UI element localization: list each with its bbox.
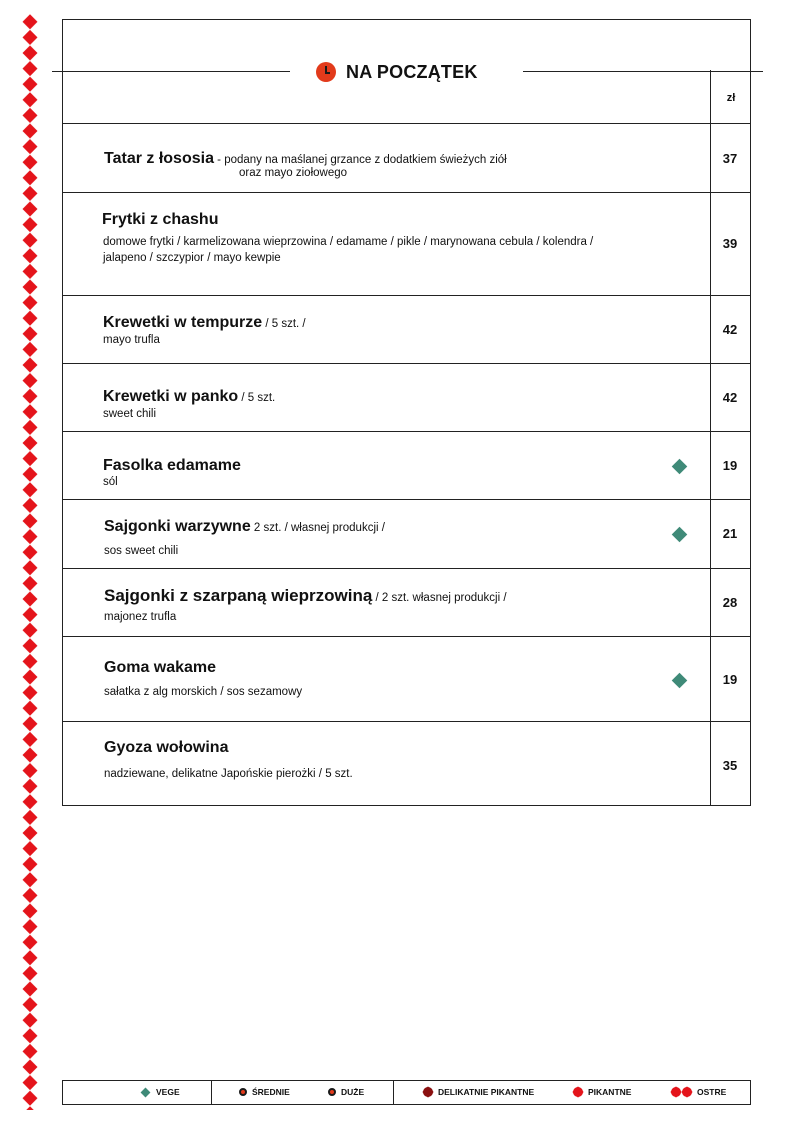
legend-mild (423, 1087, 534, 1097)
mild-spicy-icon (423, 1087, 433, 1097)
dish-description: nadziewane, delikatne Japońskie pierożki / 5 szt. (104, 768, 353, 780)
dish-name: Sajgonki z szarpaną wieprzowiną (104, 586, 373, 605)
dish-price: 35 (722, 758, 738, 773)
large-portion-icon (328, 1088, 336, 1096)
hot-icon (671, 1087, 681, 1097)
legend-label: VEGE (156, 1087, 180, 1097)
dish-price: 42 (722, 322, 738, 337)
dish-price: 19 (722, 672, 738, 687)
title-rule-right (523, 71, 763, 72)
dish-name: Goma wakame (104, 659, 217, 676)
dish-price: 19 (722, 458, 738, 473)
legend-divider (393, 1081, 394, 1104)
dish-price: 28 (722, 595, 738, 610)
dish-extra: - (213, 154, 225, 166)
currency-label: zł (726, 92, 736, 104)
dish-description: majonez trufla (104, 611, 177, 623)
dish-name: Krewetki w tempurze (103, 314, 263, 331)
dish-extra: / 5 szt. / (262, 318, 306, 330)
vege-icon (141, 1087, 151, 1097)
dish-name: Tatar z łososia (104, 150, 214, 167)
clock-icon (316, 62, 336, 82)
menu-item (62, 721, 751, 806)
section-title: NA POCZĄTEK (346, 61, 478, 82)
legend-vege (140, 1087, 180, 1097)
vege-icon (672, 459, 688, 475)
dish-name: Frytki z chashu (102, 211, 219, 228)
spicy-icon (573, 1087, 583, 1097)
legend-label: DUŻE (341, 1087, 365, 1097)
menu-item (62, 192, 751, 295)
dish-name: Gyoza wołowina (104, 739, 229, 756)
title-rule-left (52, 71, 290, 72)
dish-description: sól (103, 476, 118, 488)
dish-extra: / 5 szt. (238, 392, 276, 404)
menu-item (62, 363, 751, 431)
legend-spicy (573, 1087, 631, 1097)
legend-divider (211, 1081, 212, 1104)
dish-extra: / 2 szt. własnej produkcji / (372, 592, 507, 604)
legend-label: DELIKATNIE PIKANTNE (438, 1087, 535, 1097)
legend-hot (671, 1087, 726, 1097)
dish-name: Fasolka edamame (103, 457, 241, 474)
dish-extra: 2 szt. / własnej produkcji / (250, 522, 385, 534)
legend-label: OSTRE (697, 1087, 727, 1097)
medium-portion-icon (239, 1088, 247, 1096)
dish-price: 21 (722, 526, 738, 541)
menu-item (62, 295, 751, 363)
legend-medium (239, 1087, 290, 1097)
menu-item (62, 568, 751, 636)
dish-name: Sajgonki warzywne (104, 518, 251, 535)
dish-description: sweet chili (103, 408, 157, 420)
dish-name: Krewetki w panko (103, 388, 239, 405)
legend-bar (62, 1080, 751, 1105)
legend-label: ŚREDNIE (252, 1087, 290, 1097)
menu-item (62, 431, 751, 499)
legend-label: PIKANTNE (588, 1087, 632, 1097)
menu-item (62, 499, 751, 568)
legend-large (328, 1087, 364, 1097)
menu-item (62, 636, 751, 721)
dish-price: 37 (722, 151, 738, 166)
dish-description: sałatka z alg morskich / sos sezamowy (104, 686, 303, 698)
dish-description: mayo trufla (103, 334, 160, 346)
menu-item (62, 123, 751, 192)
section-header (316, 58, 478, 86)
dish-description: podany na maślanej grzance z dodatkiem świeżych ziół (224, 154, 507, 166)
diamond-border-decoration (22, 14, 38, 1110)
vege-icon (672, 673, 688, 689)
dish-description: sos sweet chili (104, 545, 179, 557)
dish-price: 39 (722, 236, 738, 251)
dish-price: 42 (722, 390, 738, 405)
dish-description-line2: jalapeno / szczypior / mayo kewpie (103, 252, 281, 264)
vege-icon (672, 527, 688, 543)
hot-icon (682, 1087, 692, 1097)
dish-description-line2: oraz mayo ziołowego (239, 167, 348, 179)
dish-description: domowe frytki / karmelizowana wieprzowina / edamame / pikle / marynowana cebula / kolendra / (103, 236, 594, 248)
